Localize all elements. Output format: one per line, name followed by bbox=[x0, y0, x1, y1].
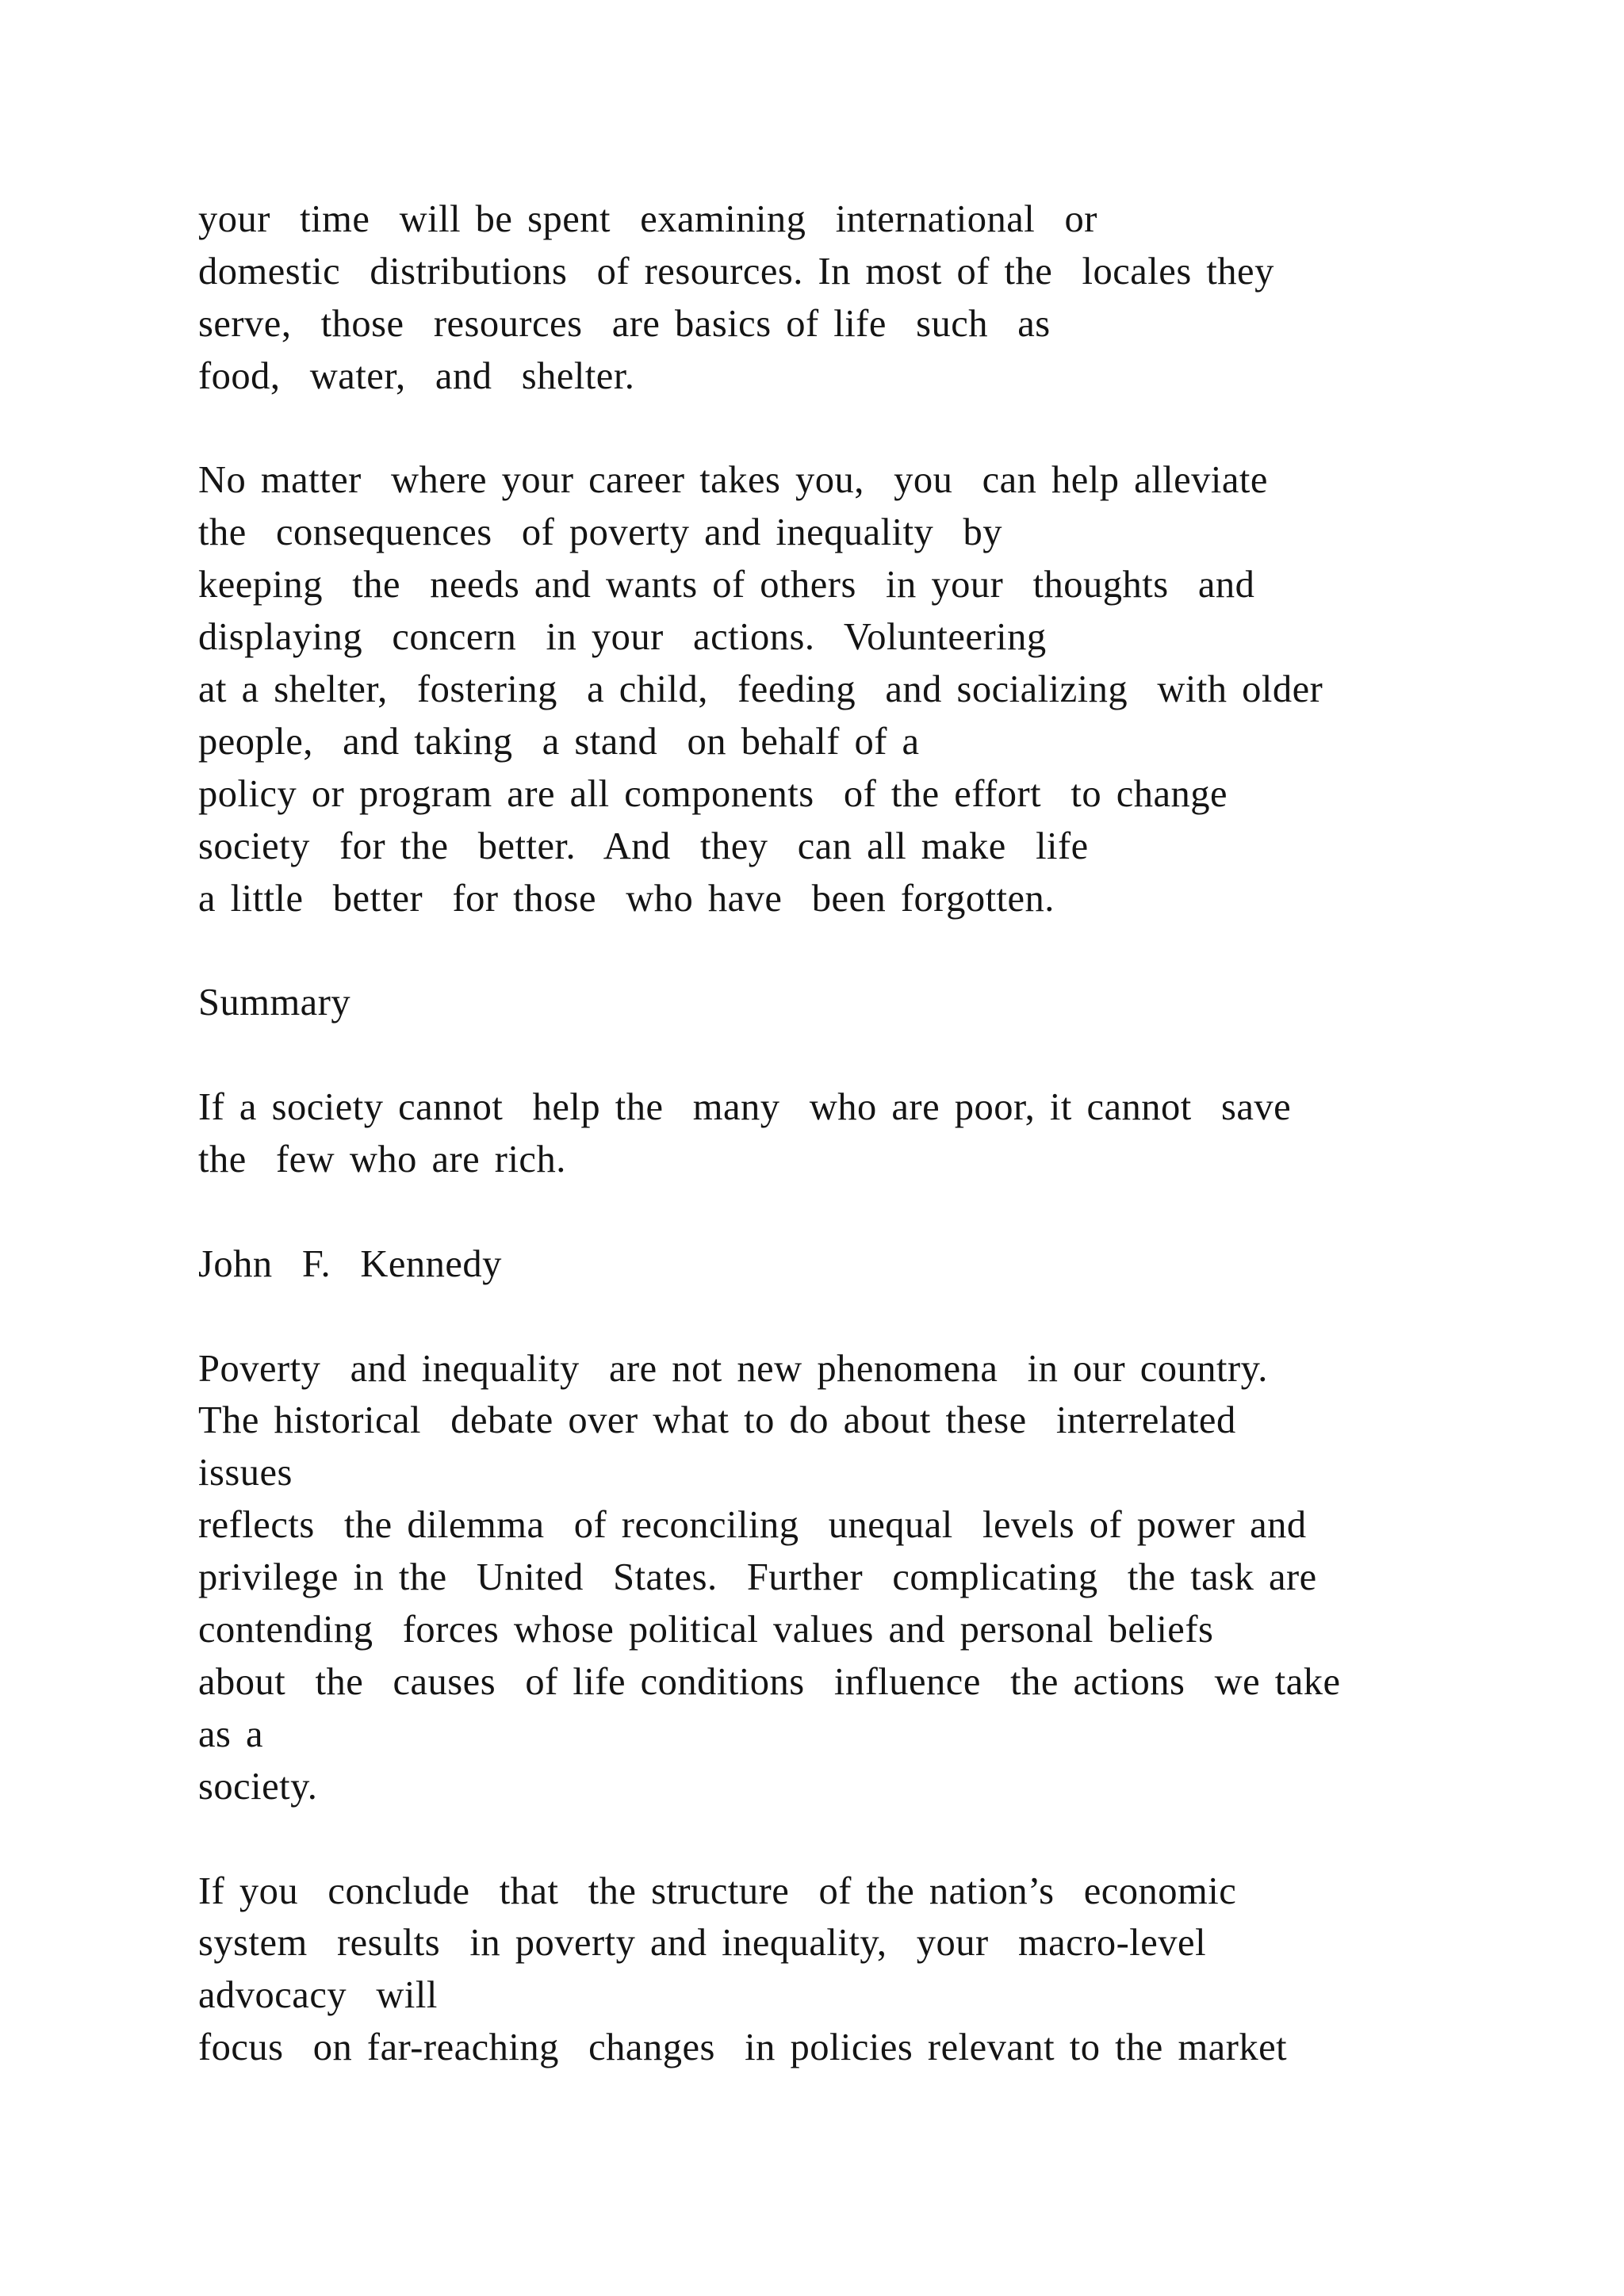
section-heading-summary: Summary bbox=[198, 982, 351, 1024]
text-line: The historical debate over what to do about these interrelated bbox=[198, 1399, 1236, 1442]
text-line: No matter where your career takes you, you can help alleviate bbox=[198, 459, 1268, 502]
paragraph-spacer bbox=[198, 924, 1546, 977]
text-line: contending forces whose political values and personal beliefs bbox=[198, 1609, 1214, 1651]
text-line: displaying concern in your actions. Volunteering bbox=[198, 616, 1047, 659]
text-line: Poverty and inequality are not new phenomena in our country. bbox=[198, 1347, 1268, 1390]
text-line: people, and taking a stand on behalf of a bbox=[198, 720, 920, 763]
paragraph-macro-advocacy bbox=[198, 1866, 1546, 2075]
text-line: issues bbox=[198, 1452, 293, 1494]
text-line: keeping the needs and wants of others in your thoughts and bbox=[198, 564, 1255, 607]
text-line: domestic distributions of resources. In most of the locales they bbox=[198, 250, 1274, 293]
quote-line: the few who are rich. bbox=[198, 1138, 566, 1181]
text-line: serve, those resources are basics of life such as bbox=[198, 302, 1051, 345]
paragraph-spacer bbox=[198, 403, 1546, 455]
paragraph-spacer bbox=[198, 1186, 1546, 1238]
text-line: system results in poverty and inequality, your macro-level bbox=[198, 1922, 1207, 1965]
epigraph-quote bbox=[198, 1081, 1546, 1186]
text-line: reflects the dilemma of reconciling unequal levels of power and bbox=[198, 1504, 1307, 1547]
text-line: policy or program are all components of the effort to change bbox=[198, 772, 1228, 815]
document-body bbox=[198, 193, 1546, 2074]
paragraph-spacer bbox=[198, 1813, 1546, 1866]
text-line: your time will be spent examining international or bbox=[198, 198, 1097, 240]
text-line: as a bbox=[198, 1712, 264, 1755]
paragraph-career-resources bbox=[198, 193, 1546, 403]
text-line: society for the better. And they can all make life bbox=[198, 825, 1089, 867]
text-line: focus on far-reaching changes in policies relevant to the market bbox=[198, 2026, 1288, 2069]
text-line: advocacy will bbox=[198, 1974, 438, 2017]
quote-author: John F. Kennedy bbox=[198, 1242, 502, 1285]
text-line: privilege in the United States. Further complicating the task are bbox=[198, 1556, 1317, 1599]
text-line: food, water, and shelter. bbox=[198, 354, 635, 397]
paragraph-poverty-inequality bbox=[198, 1343, 1546, 1813]
quote-line: If a society cannot help the many who are poor, it cannot save bbox=[198, 1086, 1292, 1129]
text-line: a little better for those who have been forgotten. bbox=[198, 877, 1055, 920]
paragraph-spacer bbox=[198, 1029, 1546, 1081]
paragraph-spacer bbox=[198, 1291, 1546, 1343]
paragraph-alleviate-poverty bbox=[198, 454, 1546, 924]
text-line: at a shelter, fostering a child, feeding and socializing with older bbox=[198, 668, 1323, 711]
text-line: society. bbox=[198, 1765, 318, 1808]
text-line: If you conclude that the structure of the nation’s economic bbox=[198, 1869, 1237, 1912]
text-line: about the causes of life conditions influence the actions we take bbox=[198, 1660, 1341, 1703]
text-line: the consequences of poverty and inequality by bbox=[198, 511, 1003, 554]
